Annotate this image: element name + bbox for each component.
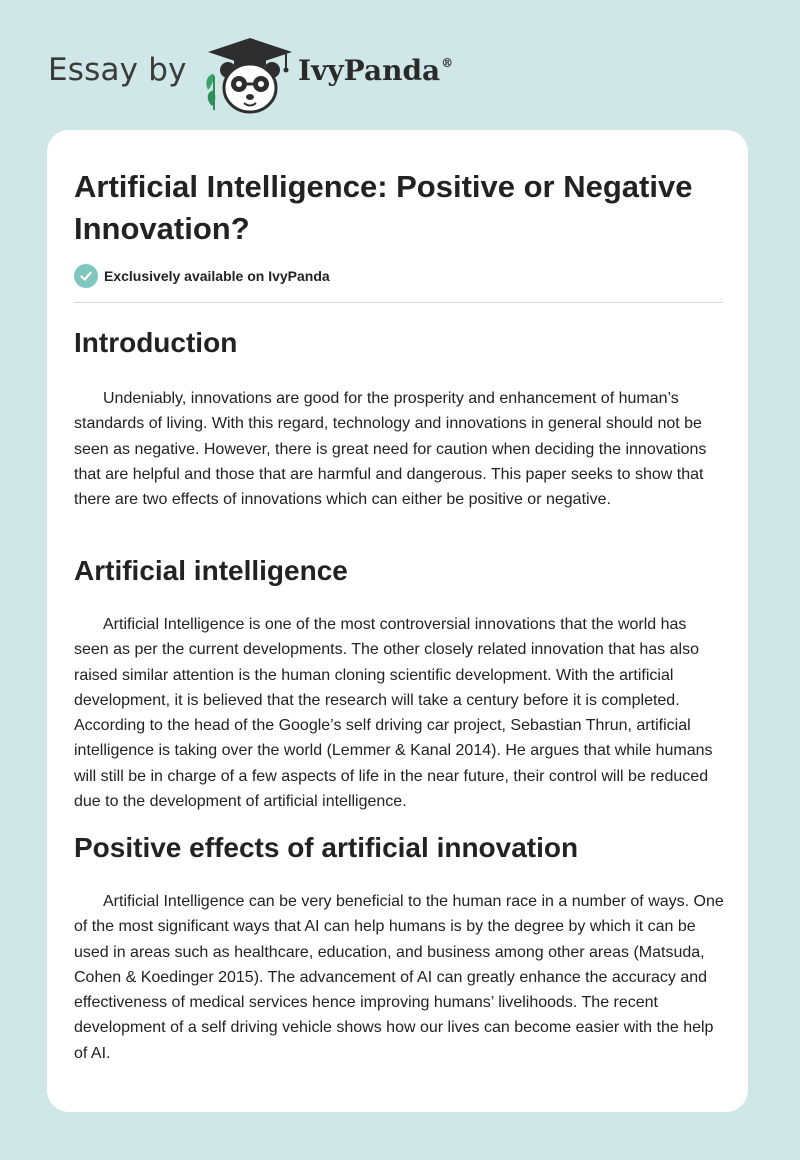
brand-name[interactable] (298, 54, 453, 87)
badge-text: Exclusively available on IvyPanda (104, 268, 330, 284)
essay-card (47, 130, 748, 1112)
site-header (48, 30, 748, 110)
panda-graduate-icon[interactable] (202, 34, 298, 116)
essay-by-label: Essay by (48, 52, 187, 88)
check-icon (74, 264, 98, 288)
section-paragraph-introduction: Undeniably, innovations are good for the prosperity and enhancement of human’s standards of living. With this regard, technology and innovations in general should not be seen as negative. However, there is great need for caution when deciding the innovations that are helpful and those that are harmful and dangerous. This paper seeks to show that there are two effects of innovations which can either be positive or negative. (74, 390, 707, 509)
registered-mark: ® (441, 56, 454, 70)
section-paragraph-positive-effects: Artificial Intelligence can be very beneficial to the human race in a number of ways. One of the most significant ways that AI can help humans is by the degree by which it can be used in areas such as healthcare, education, and business among other areas (Matsuda, Cohen & Koedinger 2015). The advancement of AI can greatly enhance the accuracy and effectiveness of medical services hence improving humans’ livelihoods. The recent development of a self driving vehicle shows how our lives can become easier with the help of AI. (74, 893, 724, 1062)
section-paragraph-artificial-intelligence: Artificial Intelligence is one of the most controversial innovations that the world has seen as per the current developments. The other closely related innovation that has also raised similar attention is the human cloning scientific development. With the artificial development, it is believed that the research will take a century before it is completed. According to the head of the Google’s self driving car project, Sebastian Thrun, artificial intelligence is taking over the world (Lemmer & Kanal 2014). He argues that while humans will still be in charge of a few aspects of life in the near future, their control will be reduced due to the development of artificial intelligence. (74, 616, 713, 811)
section-heading-positive-effects: Positive effects of artificial innovation (74, 832, 579, 863)
essay-title: Artificial Intelligence: Positive or Negative Innovation? (74, 169, 693, 246)
brand-name-text: IvyPanda (298, 54, 441, 87)
exclusive-badge (74, 263, 330, 289)
section-heading-artificial-intelligence: Artificial intelligence (74, 555, 348, 586)
section-heading-introduction: Introduction (74, 327, 238, 358)
divider (74, 302, 723, 303)
